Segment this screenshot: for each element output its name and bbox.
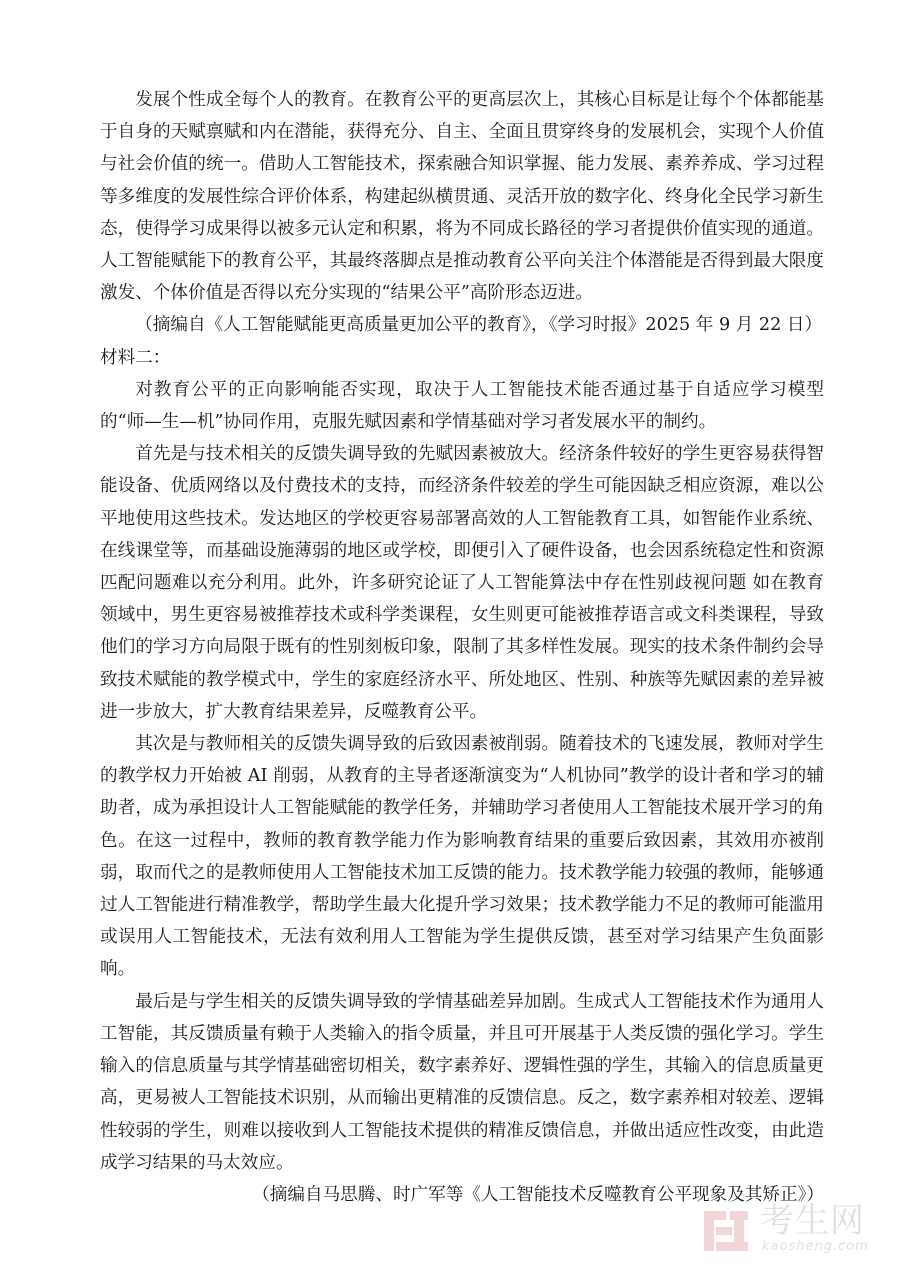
kaosheng-watermark <box>700 1201 886 1261</box>
source-citation-1: （摘编自《人工智能赋能更高质量更加公平的教育》，《学习时报》2025 年 9 月 22 日） <box>135 315 823 336</box>
source-citation-2: （摘编自马思腾、时广军等《人工智能技术反噬教育公平现象及其矫正》） <box>252 1184 824 1205</box>
paragraph-student-feedback: 最后是与学生相关的反馈失调导致的学情基础差异加剧。生成式人工智能技术作为通用人工智能，其反馈质量有赖于人类输入的指令质量，并且可开展基于人类反馈的强化学习。学生输入的信息质量与其学情基础密切相关，数字素养好、逻辑性强的学生，其输入的信息质量更高，更易被人工智能技术识别，从而输出更精准的反馈信息。反之，数字素养相对较差、逻辑性较弱的学生，则难以接收到人工智能技术提供的精准反馈信息，并做出适应性改变，由此造成学习结果的马太效应。 <box>100 991 824 1173</box>
paragraph-personalized-education: 发展个性成全每个人的教育。在教育公平的更高层次上，其核心目标是让每个个体都能基于自身的天赋禀赋和内在潜能，获得充分、自主、全面且贯穿终身的发展机会，实现个人价值与社会价值的统一。借助人工智能技术，探索融合知识掌握、能力发展、素养养成、学习过程等多维度的发展性综合评价体系，构建起纵横贯通、灵活开放的数字化、终身化全民学习新生态，使得学习成果得以被多元认定和积累，将为不同成长路径的学习者提供价值实现的通道。人工智能赋能下的教育公平，其最终落脚点是推动教育公平向关注个体潜能是否得到最大限度激发、个体价值是否得以充分实现的“结果公平”高阶形态迈进。 <box>100 90 824 304</box>
paragraph-teacher-feedback: 其次是与教师相关的反馈失调导致的后致因素被削弱。随着技术的飞速发展，教师对学生的教学权力开始被 AI 削弱，从教育的主导者逐渐演变为“人机协同”教学的设计者和学习的辅助者，成为承担设计人工智能赋能的教学任务，并辅助学习者使用人工智能技术展开学习的角色。在这一过程中，教师的教育教学能力作为影响教育结果的重要后致因素，其效用亦被削弱，取而代之的是教师使用人工智能技术加工反馈的能力。技术教学能力较强的教师，能够通过人工智能进行精准教学，帮助学生最大化提升学习效果；技术教学能力不足的教师可能滥用或误用人工智能技术，无法有效利用人工智能为学生提供反馈，甚至对学习结果产生负面影响。 <box>100 734 824 980</box>
kaosheng-logo-icon <box>700 1205 752 1257</box>
paragraph-positive-impact: 对教育公平的正向影响能否实现，取决于人工智能技术能否通过基于自适应学习模型的“师—生—机”协同作用，克服先赋因素和学情基础对学习者发展水平的制约。 <box>100 379 824 433</box>
watermark-name: 考生网 <box>760 1201 865 1241</box>
paragraph-technology-feedback: 首先是与技术相关的反馈失调导致的先赋因素被放大。经济条件较好的学生更容易获得智能设备、优质网络以及付费技术的支持，而经济条件较差的学生可能因缺乏相应资源，难以公平地使用这些技术。发达地区的学校更容易部署高效的人工智能教育工具，如智能作业系统、在线课堂等，而基础设施薄弱的地区或学校，即便引入了硬件设备，也会因系统稳定性和资源匹配问题难以充分利用。此外，许多研究论证了人工智能算法中存在性别歧视问题 如在教育领域中，男生更容易被推荐技术或科学类课程，女生则更可能被推荐语言或文科类课程，导致他们的学习方向局限于既有的性别刻板印象，限制了其多样性发展。现实的技术条件制约会导致技术赋能的教学模式中，学生的家庭经济水平、所处地区、性别、种族等先赋因素的差异被进一步放大，扩大教育结果差异，反噬教育公平。 <box>100 444 824 722</box>
material-2-label: 材料二： <box>100 347 171 368</box>
document-body <box>100 84 824 1211</box>
watermark-domain: kaosheng.com <box>762 1239 869 1254</box>
